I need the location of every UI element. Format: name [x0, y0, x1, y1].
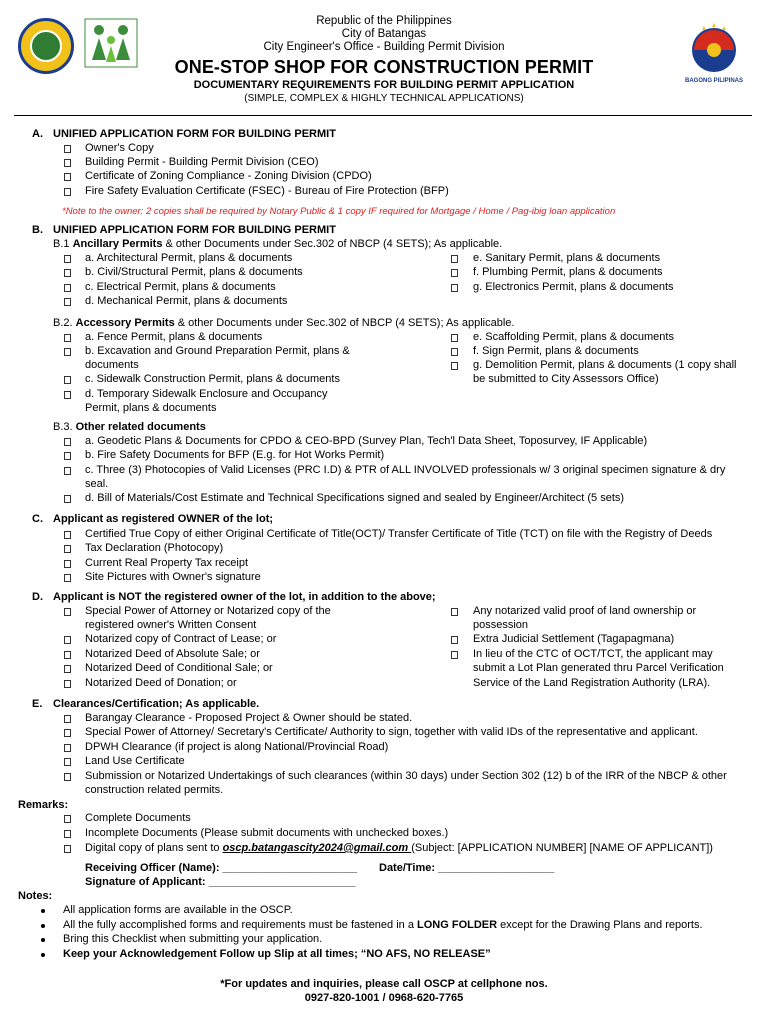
checkbox[interactable] [64, 608, 71, 616]
section-e-heading: Clearances/Certification; As applicable. [53, 698, 260, 710]
section-d-item: Notarized Deed of Absolute Sale; or [85, 648, 260, 660]
b3-item: d. Bill of Materials/Cost Estimate and Technical Specifications signed and sealed by Engineer/Architect (5 sets) [85, 492, 625, 504]
b2-subheading: B.2. Accessory Permits & other Documents under Sec.302 of NBCP (4 SETS); As applicable. [53, 317, 515, 329]
b2-item: d. Temporary Sidewalk Enclosure and Occupancy [85, 388, 328, 400]
owner-copies-note: *Note to the owner: 2 copies shall be required by Notary Public & 1 copy IF required for Mortgage / Home / Pag-ibig loan application [62, 206, 616, 217]
checkbox[interactable] [451, 651, 458, 659]
checkbox[interactable] [64, 334, 71, 342]
checkbox[interactable] [64, 531, 71, 539]
b1-item: d. Mechanical Permit, plans & documents [85, 295, 288, 307]
b2-item: c. Sidewalk Construction Permit, plans & documents [85, 373, 340, 385]
checkbox[interactable] [64, 284, 71, 292]
section-d-item-continued: registered owner's Written Consent [85, 619, 257, 631]
checkbox[interactable] [451, 608, 458, 616]
section-d-item: Notarized Deed of Conditional Sale; or [85, 662, 273, 674]
checkbox[interactable] [64, 438, 71, 446]
bullet-icon [41, 909, 45, 913]
b3-item: c. Three (3) Photocopies of Valid Licenses (PRC I.D) & PTR of ALL INVOLVED professionals w/ 3 original specimen signature & dry [85, 464, 726, 476]
checkbox[interactable] [64, 574, 71, 582]
remarks-label: Remarks: [18, 799, 69, 811]
section-e-item: DPWH Clearance (if project is along National/Provincial Road) [85, 741, 389, 753]
b1-item: a. Architectural Permit, plans & documents [85, 252, 293, 264]
section-c-heading: Applicant as registered OWNER of the lot; [53, 513, 274, 525]
checkbox[interactable] [451, 284, 458, 292]
header-divider [14, 115, 752, 116]
b2-item: b. Excavation and Ground Preparation Permit, plans & [85, 345, 350, 357]
section-d-item-continued: submit a Lot Plan generated thru Parcel Verification [473, 662, 724, 674]
section-d-item: Notarized copy of Contract of Lease; or [85, 633, 277, 645]
bagong-pilipinas-caption: BAGONG PILIPINAS [684, 78, 743, 84]
section-a-item: Fire Safety Evaluation Certificate (FSEC) - Bureau of Fire Protection (BFP) [85, 185, 449, 197]
section-d-item: Notarized Deed of Donation; or [85, 677, 237, 689]
checkbox[interactable] [64, 173, 71, 181]
checkbox[interactable] [64, 845, 71, 853]
section-a-item: Building Permit - Building Permit Division (CEO) [85, 156, 319, 168]
checkbox[interactable] [64, 729, 71, 737]
checkbox[interactable] [64, 636, 71, 644]
section-e-item: Barangay Clearance - Proposed Project & Owner should be stated. [85, 712, 413, 724]
section-e-item: Land Use Certificate [85, 755, 185, 767]
section-d-item: Extra Judicial Settlement (Tagapagmana) [473, 633, 675, 645]
section-a-item: Owner's Copy [85, 142, 154, 154]
document-title: ONE-STOP SHOP FOR CONSTRUCTION PERMIT [174, 57, 594, 77]
remarks-item: Incomplete Documents (Please submit documents with unchecked boxes.) [85, 827, 449, 839]
checkbox[interactable] [64, 255, 71, 263]
checkbox[interactable] [64, 665, 71, 673]
checkbox[interactable] [64, 545, 71, 553]
checkbox[interactable] [64, 715, 71, 723]
notes-label: Notes: [18, 890, 53, 902]
date-time-field[interactable]: Date/Time: ___________________ [379, 862, 555, 874]
remarks-item: Complete Documents [85, 812, 191, 824]
document-subtitle-scope: (SIMPLE, COMPLEX & HIGHLY TECHNICAL APPLICATIONS) [244, 93, 524, 104]
b2-item: g. Demolition Permit, plans & documents (1 copy shall [473, 359, 737, 371]
checkbox[interactable] [64, 773, 71, 781]
b1-subheading: B.1 Ancillary Permits & other Documents under Sec.302 of NBCP (4 SETS); As applicable. [53, 238, 503, 250]
section-c-item: Tax Declaration (Photocopy) [85, 542, 224, 554]
section-d-item: Special Power of Attorney or Notarized copy of the [85, 605, 331, 617]
document-subtitle: DOCUMENTARY REQUIREMENTS FOR BUILDING PERMIT APPLICATION [193, 79, 575, 91]
checkbox[interactable] [64, 495, 71, 503]
b2-item-continued: Permit, plans & documents [85, 402, 217, 414]
section-a-item: Certificate of Zoning Compliance - Zoning Division (CPDO) [85, 170, 372, 182]
section-e-item-continued: construction related permits. [85, 784, 224, 796]
b3-item: a. Geodetic Plans & Documents for CPDO & CEO-BPD (Survey Plan, Tech'l Data Sheet, Toposurvey, IF Applicable) [85, 435, 648, 447]
checkbox[interactable] [64, 298, 71, 306]
checkbox[interactable] [64, 145, 71, 153]
section-d-heading: Applicant is NOT the registered owner of the lot, in addition to the above; [53, 591, 436, 603]
checkbox[interactable] [64, 651, 71, 659]
section-b-letter: B. [32, 224, 43, 236]
checkbox[interactable] [451, 334, 458, 342]
b2-item-continued: documents [85, 359, 139, 371]
b1-item: f. Plumbing Permit, plans & documents [473, 266, 663, 278]
b2-item: e. Scaffolding Permit, plans & documents [473, 331, 674, 343]
section-e-item: Submission or Notarized Undertakings of such clearances (within 30 days) under Section 302 (12) b of the IRR of the NBCP & other [85, 770, 727, 782]
b1-item: c. Electrical Permit, plans & documents [85, 281, 276, 293]
section-d-item: Any notarized valid proof of land ownership or [473, 605, 697, 617]
section-c-item: Current Real Property Tax receipt [85, 557, 249, 569]
note-item: All the fully accomplished forms and requirements must be fastened in a LONG FOLDER except for the Drawing Plans and reports. [63, 919, 703, 931]
checkbox[interactable] [451, 362, 458, 370]
section-d-item-continued: Service of the Land Registration Authority (LRA). [473, 677, 711, 689]
b1-item: g. Electronics Permit, plans & documents [473, 281, 674, 293]
header-republic: Republic of the Philippines [316, 15, 452, 27]
section-a-heading: UNIFIED APPLICATION FORM FOR BUILDING PERMIT [53, 128, 336, 140]
checkbox[interactable] [64, 391, 71, 399]
note-item: Keep your Acknowledgement Follow up Slip at all times; “NO AFS, NO RELEASE” [63, 948, 491, 960]
checkbox[interactable] [64, 376, 71, 384]
b3-subheading: B.3. Other related documents [53, 421, 206, 433]
section-d-item: In lieu of the CTC of OCT/TCT, the applicant may [473, 648, 713, 660]
note-item: All application forms are available in the OSCP. [63, 904, 293, 916]
checkbox[interactable] [451, 255, 458, 263]
checkbox[interactable] [64, 452, 71, 460]
section-d-letter: D. [32, 591, 43, 603]
email-link[interactable]: oscp.batangascity2024@gmail.com [222, 842, 412, 854]
section-b-heading: UNIFIED APPLICATION FORM FOR BUILDING PERMIT [53, 224, 336, 236]
checkbox[interactable] [64, 680, 71, 688]
signature-field[interactable]: Signature of Applicant: ________________________ [85, 876, 356, 888]
section-c-item: Certified True Copy of either Original Certificate of Title(OCT)/ Transfer Certificate of Title (TCT) on file with the Registry of Deeds [85, 528, 713, 540]
bullet-icon [41, 938, 45, 942]
b1-item: b. Civil/Structural Permit, plans & documents [85, 266, 303, 278]
header-office: City Engineer's Office - Building Permit Division [263, 41, 505, 53]
footer-phone-numbers: 0927-820-1001 / 0968-620-7765 [304, 992, 464, 1004]
checkbox[interactable] [64, 269, 71, 277]
section-a-letter: A. [32, 128, 43, 140]
checkbox[interactable] [64, 467, 71, 475]
note-item: Bring this Checklist when submitting your application. [63, 933, 323, 945]
checkbox[interactable] [64, 758, 71, 766]
checkbox[interactable] [64, 159, 71, 167]
checkbox[interactable] [451, 348, 458, 356]
section-e-letter: E. [32, 698, 43, 710]
checkbox[interactable] [451, 636, 458, 644]
section-c-item: Site Pictures with Owner's signature [85, 571, 261, 583]
b3-item: b. Fire Safety Documents for BFP (E.g. for Hot Works Permit) [85, 449, 385, 461]
section-e-item: Special Power of Attorney/ Secretary's Certificate/ Authority to sign, together with valid IDs of the representative and applicant. [85, 726, 698, 738]
checkbox[interactable] [64, 188, 71, 196]
b2-item: f. Sign Permit, plans & documents [473, 345, 639, 357]
b1-item: e. Sanitary Permit, plans & documents [473, 252, 661, 264]
bullet-icon [41, 953, 45, 957]
b2-item-continued: be submitted to City Assessors Office) [473, 373, 659, 385]
checkbox[interactable] [64, 815, 71, 823]
section-d-item-continued: possession [473, 619, 529, 631]
checkbox[interactable] [64, 560, 71, 568]
remarks-item: Digital copy of plans sent to oscp.batangascity2024@gmail.com (Subject: [APPLICATION NUMBER] [NAME OF APPLICANT]) [85, 842, 713, 854]
checkbox[interactable] [64, 744, 71, 752]
section-c-letter: C. [32, 513, 43, 525]
b3-item-continued: seal. [85, 478, 109, 490]
footer-inquiries: *For updates and inquiries, please call OSCP at cellphone nos. [220, 978, 548, 990]
b2-item: a. Fence Permit, plans & documents [85, 331, 263, 343]
receiving-officer-field[interactable]: Receiving Officer (Name): ______________________ [85, 862, 358, 874]
header-city: City of Batangas [341, 28, 427, 40]
checkbox[interactable] [64, 348, 71, 356]
bullet-icon [41, 924, 45, 928]
checkbox[interactable] [451, 269, 458, 277]
checkbox[interactable] [64, 830, 71, 838]
